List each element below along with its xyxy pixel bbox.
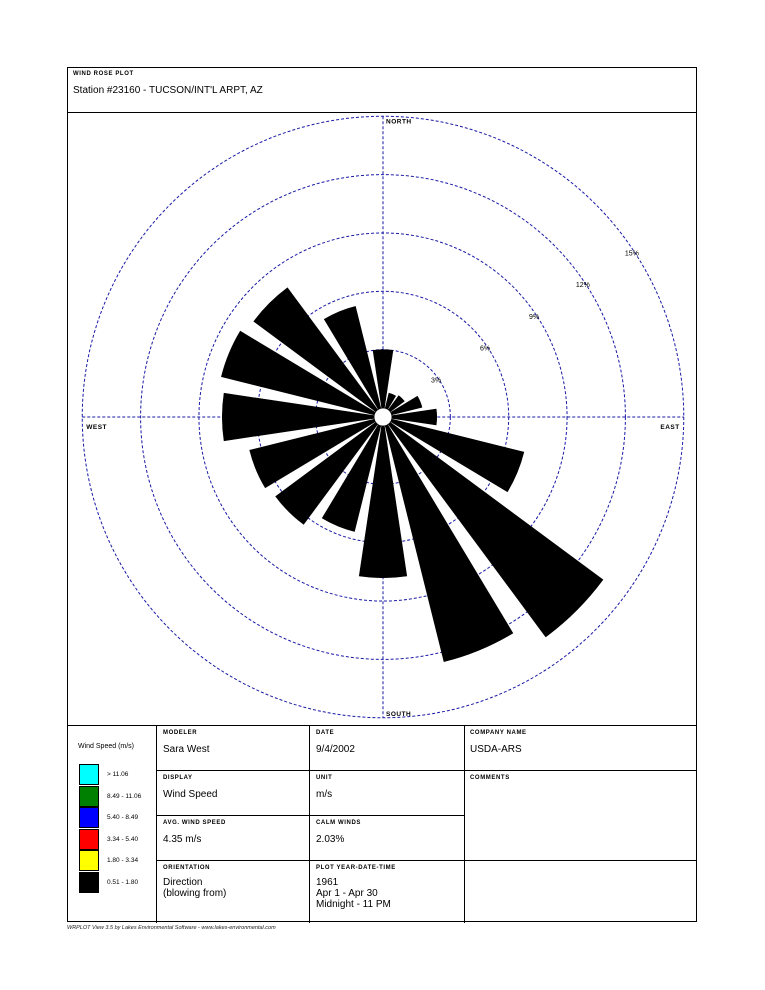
date-value: 9/4/2002 [316,744,355,755]
ring-label-6: 6% [480,345,491,353]
legend-swatch [79,829,99,850]
legend-label: 0.51 - 1.80 [107,878,139,886]
info-panel [68,725,696,922]
wind-rose-frame [67,67,697,922]
date-label: DATE [316,730,335,736]
company-label: COMPANY NAME [470,730,527,736]
label-west: WEST [86,424,108,431]
legend-item [79,829,159,850]
unit-value: m/s [316,789,333,800]
wind-rose-plot [68,113,696,725]
ring-label-15: 15% [624,250,639,258]
legend-swatch [79,764,99,785]
legend-swatch [79,786,99,807]
legend-item [79,807,159,828]
modeler-label: MODELER [163,730,198,736]
ring-label-9: 9% [528,313,540,321]
calm-winds-label: CALM WINDS [316,820,361,826]
legend-item [79,872,159,893]
calm-center [374,408,392,426]
label-east: EAST [660,424,680,431]
legend-swatch [79,872,99,893]
orientation-label: ORIENTATION [163,865,211,871]
comments-label: COMMENTS [470,775,510,781]
legend-swatch [79,807,99,828]
ring-label-3: 3% [431,377,442,385]
legend-title: Wind Speed (m/s) [78,743,135,750]
legend-item [79,850,159,871]
header [68,68,696,113]
period-dates: Apr 1 - Apr 30 [316,888,378,899]
period-year: 1961 [316,877,339,888]
ring-label-12: 12% [575,282,590,290]
label-north: NORTH [386,118,412,126]
station-title: Station #23160 - TUCSON/INT'L ARPT, AZ [73,85,263,96]
orientation-value-1: Direction [163,877,203,888]
footer-credit: WRPLOT View 3.5 by Lakes Environmental Software - www.lakes-environmental.com [67,925,276,931]
legend-label: > 11.06 [107,771,129,778]
plot-type-label: WIND ROSE PLOT [73,71,134,77]
orientation-value-2: (blowing from) [163,888,227,899]
display-value: Wind Speed [163,789,218,800]
company-value: USDA-ARS [470,744,522,755]
legend-label: 5.40 - 8.49 [107,814,139,821]
label-south: SOUTH [386,710,412,718]
avg-speed-value: 4.35 m/s [163,834,202,845]
legend-label: 3.34 - 5.40 [107,835,139,843]
legend-item [79,764,159,785]
wind-rose-chart [68,113,696,725]
display-label: DISPLAY [163,775,193,781]
period-hours: Midnight - 11 PM [316,899,391,910]
period-label: PLOT YEAR-DATE-TIME [316,865,396,871]
legend-label: 8.49 - 11.06 [107,792,142,800]
legend-label: 1.80 - 3.34 [107,857,139,864]
legend-item [79,786,159,807]
legend-swatch [79,850,99,871]
calm-winds-value: 2.03% [316,834,345,845]
modeler-value: Sara West [163,744,210,755]
avg-speed-label: AVG. WIND SPEED [163,820,226,826]
unit-label: UNIT [316,775,333,781]
